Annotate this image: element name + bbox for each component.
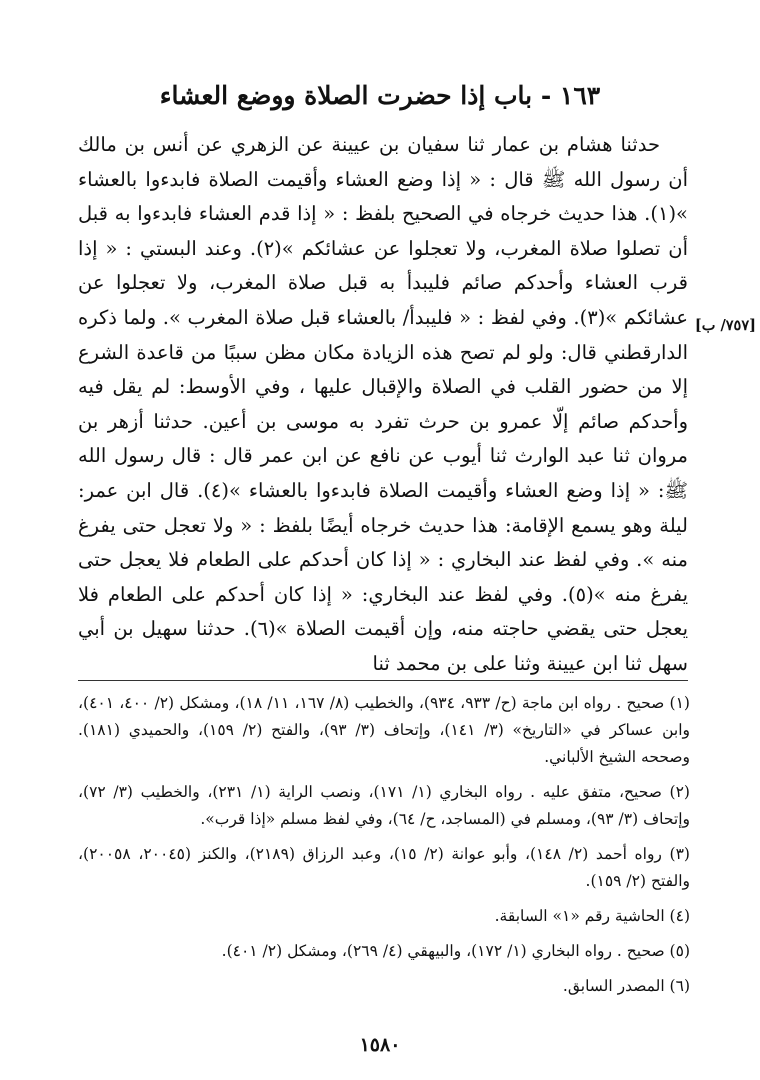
footnote-divider	[78, 680, 688, 681]
main-paragraph-text: حدثنا هشام بن عمار ثنا سفيان بن عيينة عن الزهري عن أنس بن مالك أن رسول الله ﷺ قال : « إذا وضع العشاء وأقيمت الصلاة فابدءوا بالعشاء »(١). هذا حديث خرجاه في الصحيح بلفظ : « إذا قدم العشاء فابدءوا به قبل أن تصلوا صلاة المغرب، ولا تعجلوا عن عشائكم »(٢). وعند البستي : « إذا قرب العشاء وأحدكم صائم فليبدأ به قبل صلاة المغرب، ولا تعجلوا عن عشائكم »(٣). وفي لفظ : « فليبدأ/ بالعشاء قبل صلاة المغرب ». ولما ذكره الدارقطني قال: ولو لم تصح هذه الزيادة مكان مظن سببًا من قاعدة الشرع إلا من حضور القلب في الصلاة والإقبال عليها ، وفي الأوسط: لم يقل فيه وأحدكم صائم إلّا عمرو بن حرث تفرد به موسى بن أعين. حدثنا أزهر بن مروان ثنا عبد الوارث ثنا أيوب عن نافع عن ابن عمر قال : قال رسول الله ﷺ: « إذا وضع العشاء وأقيمت الصلاة فابدءوا بالعشاء »(٤). قال ابن عمر: ليلة وهو يسمع الإقامة: هذا حديث خرجاه أيضًا بلفظ : « ولا تعجل حتى يفرغ منه ». وفي لفظ عند البخاري : « إذا كان أحدكم على الطعام فلا يعجل حتى يفرغ منه »(٥). وفي لفظ عند البخاري: « إذا كان أحدكم على الطعام فلا يعجل حتى يقضي حاجته منه، وإن أقيمت الصلاة »(٦). حدثنا سهيل بن أبي سهل ثنا ابن عيينة وثنا على بن محمد ثنا	[78, 133, 689, 675]
footnote-5: (٥) صحيح . رواه البخاري (١/ ١٧٢)، والبيهقي (٤/ ٢٦٩)، ومشكل (٢/ ٤٠١).	[221, 942, 690, 960]
footnote-6: (٦) المصدر السابق.	[562, 977, 690, 995]
chapter-heading: ١٦٣ - باب إذا حضرت الصلاة ووضع العشاء	[159, 81, 601, 110]
footnotes	[78, 690, 690, 1008]
page-number: ١٥٨٠	[359, 1034, 401, 1056]
main-text	[78, 128, 688, 682]
footnote-1: (١) صحيح . رواه ابن ماجة (ح/ ٩٣٣، ٩٣٤)، والخطيب (٨/ ١٦٧، ١١/ ١٨)، ومشكل (٢/ ٤٠٠، ٤٠١)، وابن عساكر في «التاريخ» (٣/ ١٤١)، وإتحاف (٣/ ٩٣)، والفتح (٢/ ١٥٩)، والحميدي (١٨١). وصححه الشيخ الألباني.	[78, 694, 690, 766]
footnote-3: (٣) رواه أحمد (٢/ ١٤٨)، وأبو عوانة (٢/ ١٥)، وعبد الرزاق (٢١٨٩)، والكنز (٢٠٠٤٥، ٢٠٠٥٨)، والفتح (٢/ ١٥٩).	[78, 845, 690, 890]
main-paragraph	[78, 128, 688, 682]
margin-folio-note: [٧٥٧/ ب]	[694, 317, 756, 334]
footnote-4: (٤) الحاشية رقم «١» السابقة.	[494, 907, 690, 925]
footnote-2: (٢) صحيح، متفق عليه . رواه البخاري (١/ ١٧١)، ونصب الراية (١/ ٢٣١)، والخطيب (٣/ ٧٢)، وإتحاف (٣/ ٩٣)، ومسلم في (المساجد، ح/ ٦٤)، وفي لفظ مسلم «إذا قرب».	[78, 783, 690, 828]
